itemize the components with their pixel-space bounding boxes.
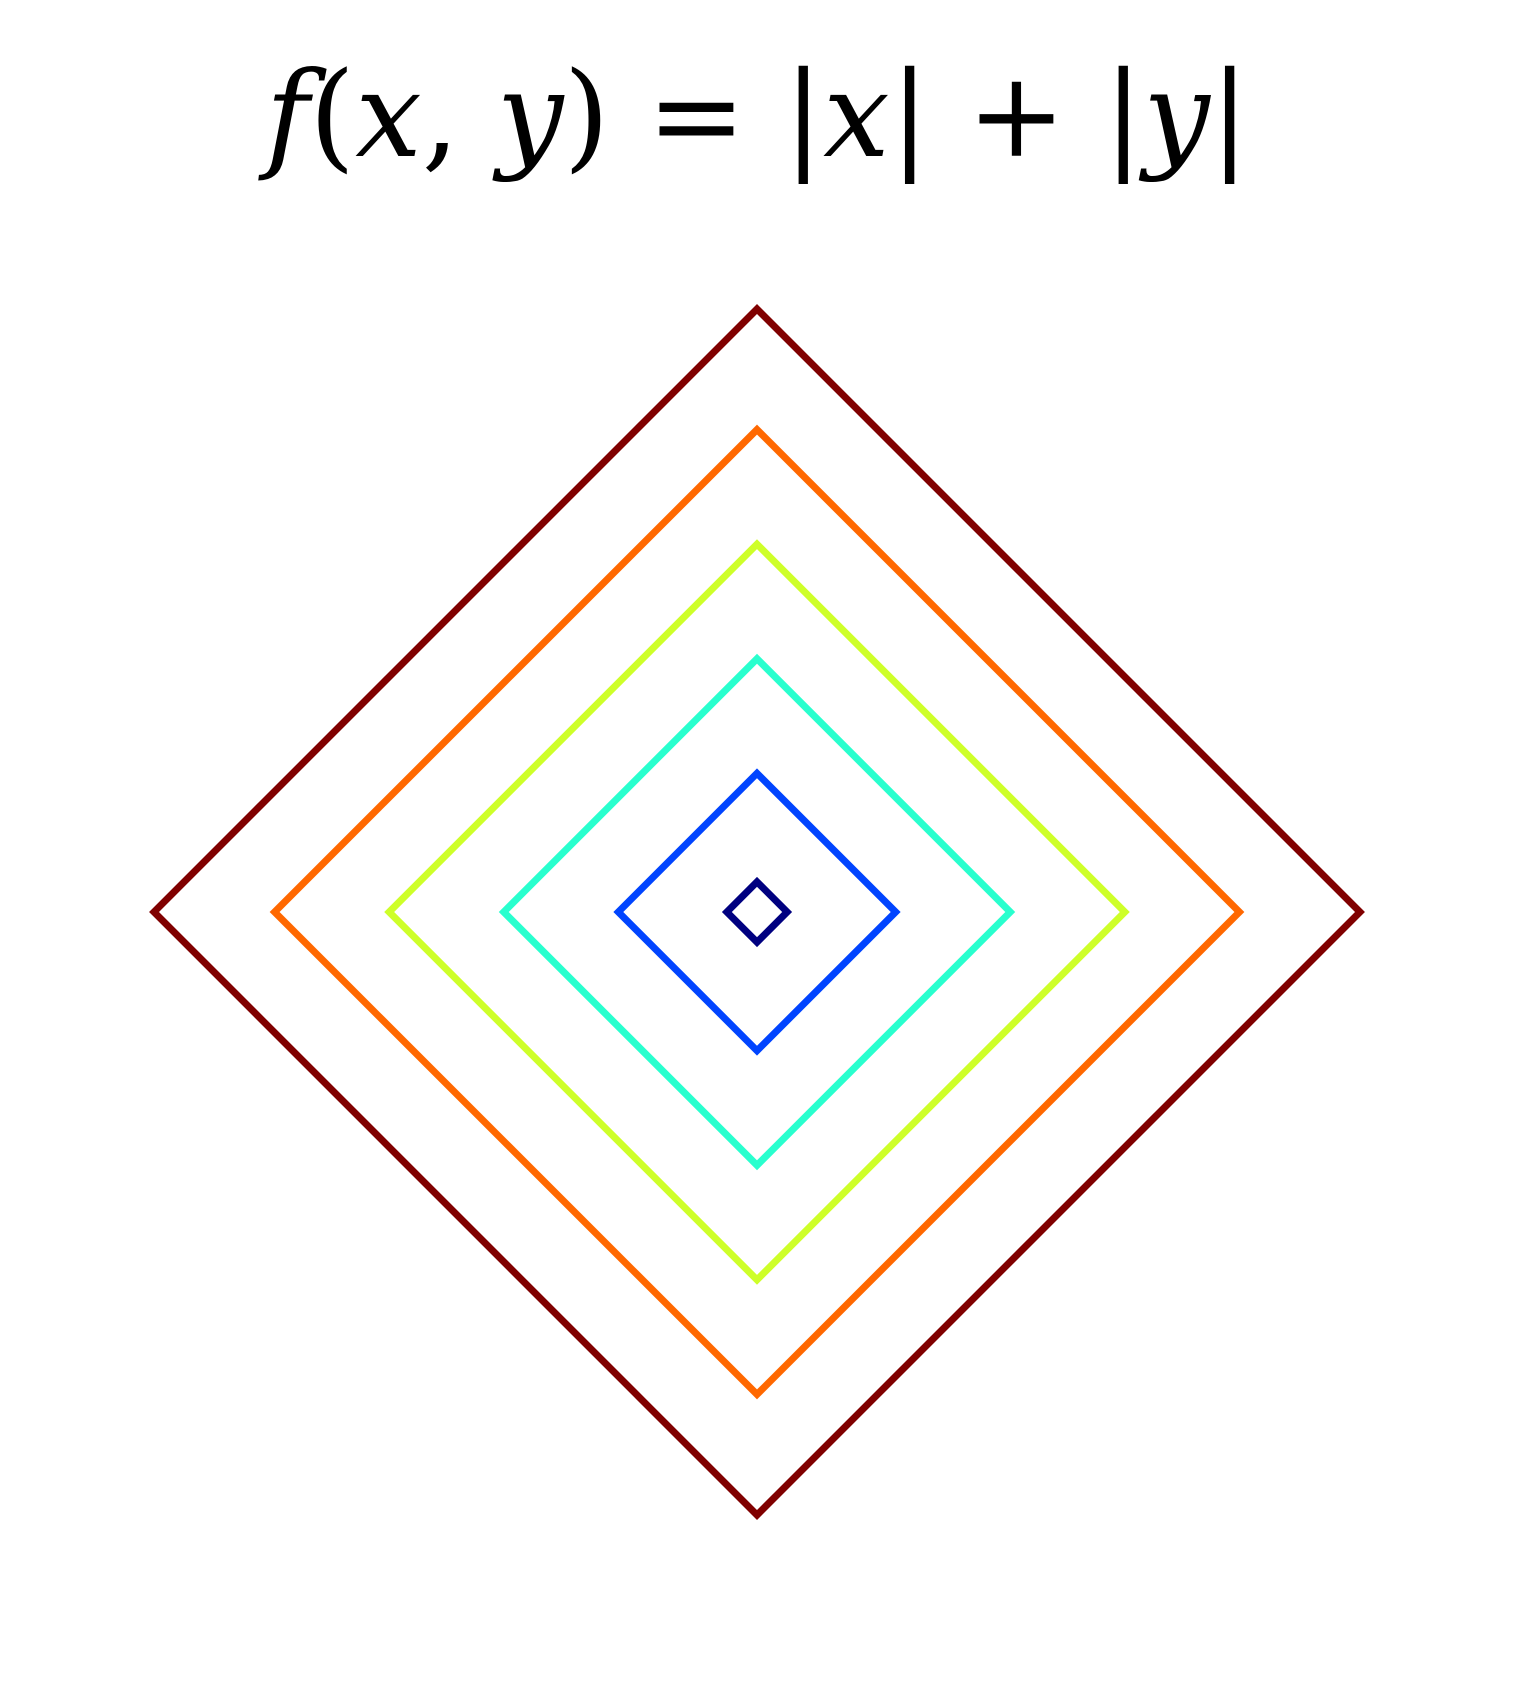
contour-level-2 <box>618 773 895 1050</box>
contour-level-6 <box>154 309 1360 1515</box>
chart-title: f(x, y) = |x| + |y| <box>265 46 1250 184</box>
contour-level-1 <box>727 882 787 942</box>
contour-level-5 <box>275 430 1240 1395</box>
contour-level-3 <box>504 659 1011 1166</box>
